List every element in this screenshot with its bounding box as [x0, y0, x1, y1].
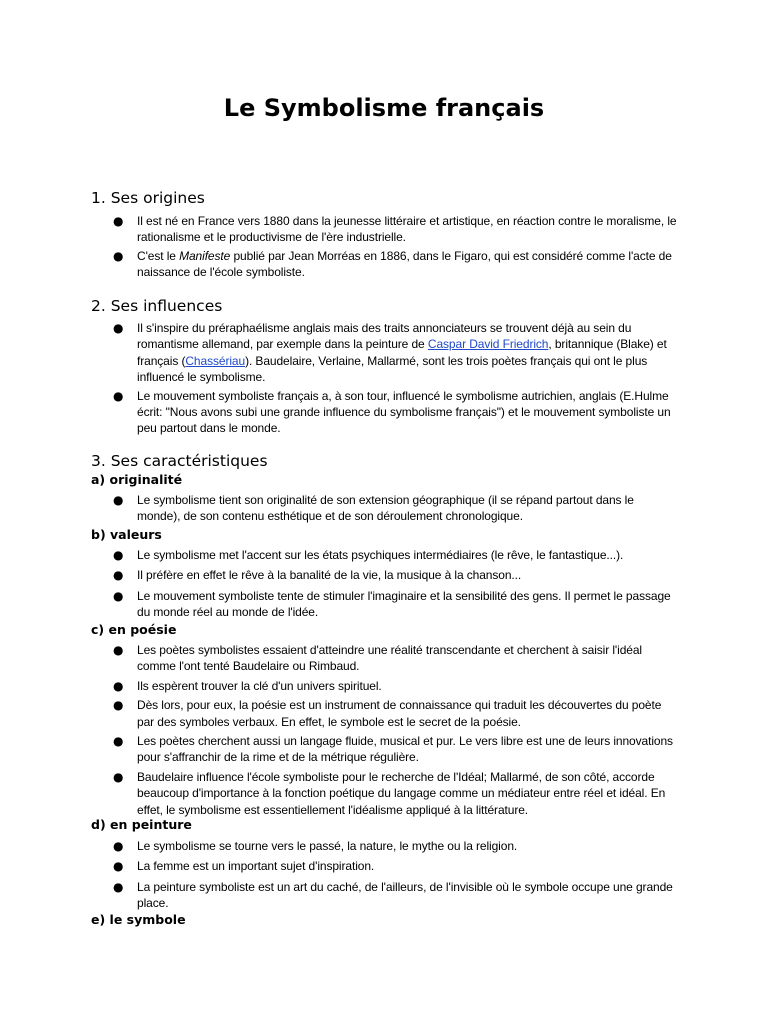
bullet-icon: ● — [113, 321, 124, 335]
bullet-icon: ● — [113, 698, 124, 713]
list-item — [0, 697, 677, 730]
list-item — [0, 733, 677, 766]
item-text: Le symbolisme tient son originalité de son extension géographique (il se répand partout dans le monde), de son contenu esthétique et de son déroulement chronologique. — [137, 493, 634, 524]
list-item — [0, 769, 677, 818]
list-item — [0, 320, 677, 386]
list-item — [0, 642, 677, 675]
subheading-originalite: a) originalité — [91, 472, 183, 487]
bullet-icon: ● — [113, 859, 124, 874]
list-item — [0, 547, 677, 563]
subheading-poesie: c) en poésie — [91, 622, 177, 637]
item-text-part3: ). Baudelaire, Verlaine, Mallarmé, sont les trois poètes français qui ont le plus influencé le symbolisme. — [137, 353, 648, 385]
list-item — [0, 678, 677, 694]
bullet-icon: ● — [113, 568, 124, 583]
list-item — [0, 388, 677, 437]
item-text: La peinture symboliste est un art du caché, de l'ailleurs, de l'invisible où le symbole occupe une grande place. — [137, 879, 673, 911]
list-item — [0, 567, 677, 583]
bullet-icon: ● — [113, 388, 124, 403]
bullet-icon: ● — [113, 734, 124, 749]
list-item — [0, 492, 677, 525]
item-text: Les poètes cherchent aussi un langage fluide, musical et pur. Le vers libre est une de leurs innovations pour s'affranchir de la rime et de la métrique régulière. — [137, 734, 673, 765]
bullet-icon: ● — [113, 248, 124, 263]
list-valeurs — [0, 547, 768, 621]
item-text: Le mouvement symboliste tente de stimuler l'imaginaire et la sensibilité des gens. Il permet le passage du monde réel au monde de l'idée. — [137, 588, 671, 620]
item-text: Il est né en France vers 1880 dans la jeunesse littéraire et artistique, en réaction contre le moralisme, le rationalisme et le productivisme de l'ère industrielle. — [137, 214, 677, 245]
page-title: Le Symbolisme français — [223, 94, 545, 122]
bullet-icon: ● — [113, 839, 124, 853]
list-originalite — [0, 492, 768, 525]
bullet-icon: ● — [113, 879, 124, 894]
list-origines — [0, 213, 768, 281]
list-item — [0, 248, 677, 281]
item-text: Dès lors, pour eux, la poésie est un instrument de connaissance qui traduit les découvertes du poète par des symboles verbaux. En effet, le symbole est le secret de la poésie. — [137, 698, 662, 729]
subheading-peinture: d) en peinture — [91, 817, 192, 832]
item-text: Le symbolisme met l'accent sur les états psychiques intermédiaires (le rêve, le fantastique...). — [137, 548, 624, 562]
item-text: La femme est un important sujet d'inspiration. — [137, 859, 375, 874]
item-text-after: publié par Jean Morréas en 1886, dans le Figaro, qui est considéré comme l'acte de naissance de l'école symboliste. — [137, 248, 672, 280]
bullet-icon: ● — [113, 214, 124, 228]
list-peinture — [0, 838, 768, 912]
list-item — [0, 858, 677, 874]
item-text: Il préfère en effet le rêve à la banalité de la vie, la musique à la chanson... — [137, 568, 522, 583]
bullet-icon: ● — [113, 769, 124, 784]
section-heading-caracteristiques: 3. Ses caractéristiques — [91, 452, 268, 470]
list-item — [0, 588, 677, 621]
item-text-before: C'est le — [137, 248, 180, 263]
subheading-valeurs: b) valeurs — [91, 527, 162, 542]
item-text: Le symbolisme se tourne vers le passé, la nature, le mythe ou la religion. — [137, 839, 518, 853]
item-text: Les poètes symbolistes essaient d'atteindre une réalité transcendante et cherchent à saisir l'idéal comme l'ont tenté Baudelaire ou Rimbaud. — [137, 643, 642, 674]
item-text-part1: Il s'inspire du préraphaélisme anglais mais des traits annonciateurs se trouvent déjà au sein du romantisme allemand, par exemple dans la peinture de — [137, 321, 632, 352]
bullet-icon: ● — [113, 493, 124, 507]
link-chasseriau[interactable]: Chassériau — [185, 353, 246, 368]
item-text: Ils espèrent trouver la clé d'un univers spirituel. — [137, 678, 382, 693]
list-poesie — [0, 642, 768, 818]
bullet-icon: ● — [113, 588, 124, 603]
item-text-emphasis: Manifeste — [179, 248, 231, 263]
link-caspar-david-friedrich[interactable]: Caspar David Friedrich — [427, 337, 549, 352]
list-item — [0, 879, 677, 912]
section-heading-origines: 1. Ses origines — [91, 189, 205, 207]
list-item — [0, 838, 677, 854]
bullet-icon: ● — [113, 643, 124, 657]
subheading-symbole: e) le symbole — [91, 912, 186, 927]
list-item — [0, 213, 677, 246]
bullet-icon: ● — [113, 678, 124, 693]
bullet-icon: ● — [113, 548, 124, 562]
item-text: Baudelaire influence l'école symboliste pour le recherche de l'Idéal; Mallarmé, de son côté, accorde beaucoup d'importance à la fonction poétique du langage comme un médiateur entre réel et idéal. En effet, le symbolisme est essentiellement l'idéalisme appliqué à la littérature. — [137, 769, 666, 817]
item-text-part2: , britannique (Blake) et français ( — [137, 337, 667, 368]
list-influences — [0, 320, 768, 437]
item-text: Le mouvement symboliste français a, à son tour, influencé le symbolisme autrichien, anglais (E.Hulme écrit: "Nous avons subi une grande influence du symbolisme français") et le mouvement symboliste un peu partout dans le monde. — [137, 388, 671, 436]
section-heading-influences: 2. Ses influences — [91, 297, 223, 315]
